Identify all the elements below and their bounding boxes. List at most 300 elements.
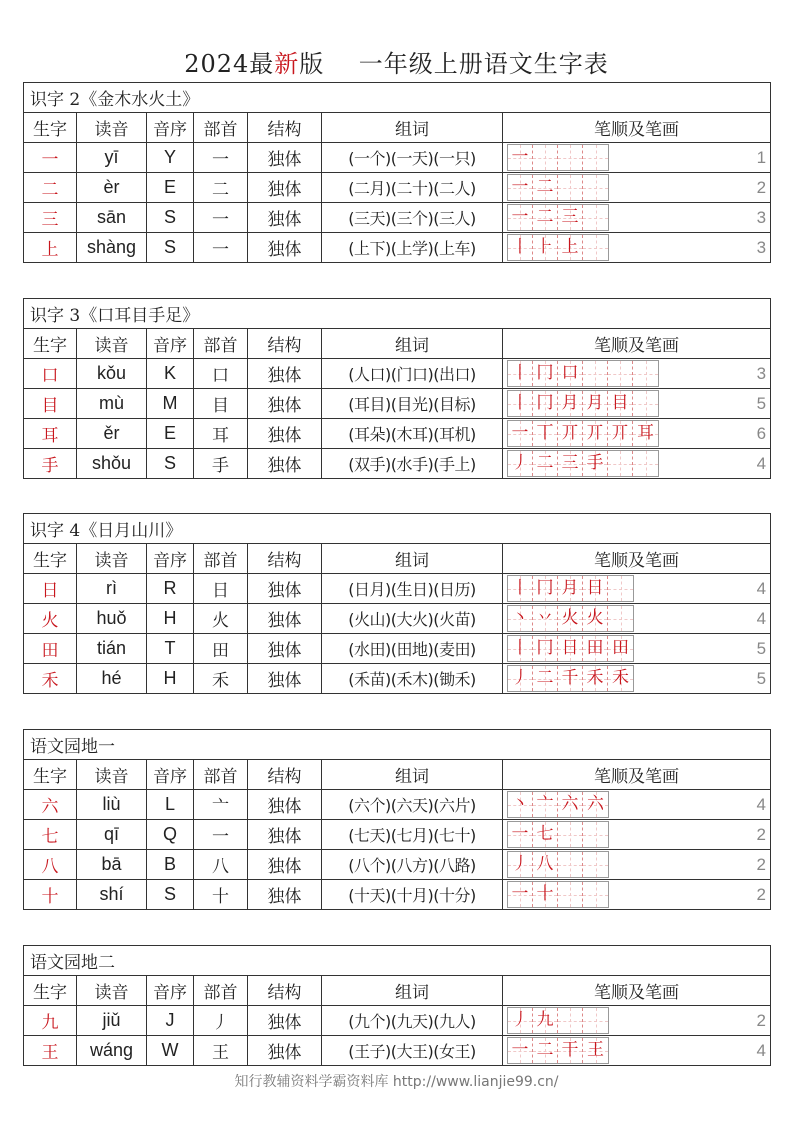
stroke-glyph: 亠 (536, 794, 554, 814)
structure-cell: 独体 (248, 143, 322, 173)
stroke-glyph: 六 (587, 794, 604, 814)
words-cell: (七天)(七月)(七十) (322, 820, 503, 850)
stroke-box (558, 822, 583, 847)
stroke-box (558, 852, 583, 877)
section-title: 识字 4《日月山川》 (24, 514, 771, 544)
column-header: 结构 (248, 113, 322, 143)
character-cell: 九 (24, 1006, 77, 1036)
radical-cell: 禾 (194, 664, 248, 694)
column-header: 结构 (248, 544, 322, 574)
character-cell: 三 (24, 203, 77, 233)
stroke-glyph: 手 (586, 453, 604, 473)
initial-cell: J (147, 1006, 194, 1036)
structure-cell: 独体 (248, 359, 322, 389)
section-title: 语文园地二 (24, 946, 771, 976)
structure-cell: 独体 (248, 790, 322, 820)
table-row (24, 1006, 771, 1036)
radical-cell: 一 (194, 233, 248, 263)
stroke-box (508, 822, 533, 847)
stroke-count: 3 (756, 237, 767, 257)
stroke-grid (507, 420, 659, 447)
pinyin-cell: huǒ (77, 604, 147, 634)
stroke-box (533, 576, 558, 601)
pinyin-cell: èr (77, 173, 147, 203)
stroke-box (583, 175, 608, 200)
pinyin-cell: jiǔ (77, 1006, 147, 1036)
stroke-box (508, 1008, 533, 1033)
initial-cell: L (147, 790, 194, 820)
stroke-box (608, 421, 633, 446)
stroke-glyph: 一 (511, 884, 529, 904)
pinyin-cell: qī (77, 820, 147, 850)
initial-cell: M (147, 389, 194, 419)
stroke-grid (507, 821, 609, 848)
stroke-order-cell (503, 1036, 771, 1066)
words-cell: (上下)(上学)(上车) (322, 233, 503, 263)
stroke-glyph: 王 (587, 1040, 604, 1060)
words-cell: (八个)(八方)(八路) (322, 850, 503, 880)
column-header: 部首 (194, 976, 248, 1006)
stroke-box (508, 666, 533, 691)
stroke-count: 2 (756, 1010, 767, 1030)
initial-cell: S (147, 449, 194, 479)
words-cell: (三天)(三个)(三人) (322, 203, 503, 233)
radical-cell: 八 (194, 850, 248, 880)
column-header: 读音 (77, 113, 147, 143)
initial-cell: E (147, 419, 194, 449)
stroke-order-cell (503, 1006, 771, 1036)
stroke-box (533, 636, 558, 661)
stroke-box (558, 145, 583, 170)
stroke-count: 1 (756, 147, 767, 167)
stroke-box (533, 882, 558, 907)
table-row (24, 850, 771, 880)
stroke-glyph: 日 (586, 578, 604, 598)
character-cell: 上 (24, 233, 77, 263)
stroke-grid (507, 234, 609, 261)
table-row (24, 664, 771, 694)
pinyin-cell: tián (77, 634, 147, 664)
stroke-box (608, 451, 633, 476)
stroke-glyph: 十 (536, 884, 554, 904)
stroke-order-cell (503, 850, 771, 880)
stroke-box (608, 576, 633, 601)
structure-cell: 独体 (248, 1006, 322, 1036)
header-row (24, 976, 771, 1006)
stroke-glyph: 口 (561, 363, 579, 383)
radical-cell: 火 (194, 604, 248, 634)
section-title: 识字 2《金木水火土》 (24, 83, 771, 113)
stroke-glyph: 二 (536, 207, 554, 227)
title-highlight: 新 (274, 50, 300, 78)
section-title: 识字 3《口耳目手足》 (24, 299, 771, 329)
stroke-box (583, 882, 608, 907)
stroke-glyph: 丌 (586, 423, 604, 443)
stroke-box (608, 361, 633, 386)
stroke-count: 3 (756, 207, 767, 227)
radical-cell: 手 (194, 449, 248, 479)
words-cell: (王子)(大王)(女王) (322, 1036, 503, 1066)
stroke-box (558, 451, 583, 476)
column-header: 生字 (24, 329, 77, 359)
stroke-box (583, 576, 608, 601)
stroke-box (583, 792, 608, 817)
stroke-box (633, 421, 658, 446)
stroke-box (558, 361, 583, 386)
stroke-box (558, 792, 583, 817)
stroke-glyph: 丨 (511, 638, 529, 658)
pinyin-cell: kǒu (77, 359, 147, 389)
words-cell: (禾苗)(禾木)(锄禾) (322, 664, 503, 694)
stroke-order-cell (503, 604, 771, 634)
radical-cell: 耳 (194, 419, 248, 449)
stroke-glyph: 月 (561, 578, 579, 598)
stroke-grid (507, 390, 659, 417)
stroke-box (633, 391, 658, 416)
stroke-glyph: 丨 (511, 578, 529, 598)
stroke-glyph: 一 (511, 423, 529, 443)
stroke-order-cell (503, 203, 771, 233)
column-header: 部首 (194, 329, 248, 359)
stroke-box (533, 175, 558, 200)
structure-cell: 独体 (248, 233, 322, 263)
pinyin-cell: wáng (77, 1036, 147, 1066)
structure-cell: 独体 (248, 449, 322, 479)
radical-cell: 目 (194, 389, 248, 419)
column-header: 笔顺及笔画 (503, 760, 771, 790)
section-table (23, 729, 771, 910)
character-cell: 十 (24, 880, 77, 910)
stroke-glyph: 火 (586, 608, 604, 628)
stroke-box (583, 822, 608, 847)
column-header: 笔顺及笔画 (503, 329, 771, 359)
title-part: 2024最 (184, 50, 275, 78)
words-cell: (六个)(六天)(六片) (322, 790, 503, 820)
stroke-glyph: 千 (561, 668, 579, 688)
stroke-glyph: 丌 (561, 423, 579, 443)
stroke-box (508, 852, 533, 877)
stroke-glyph: 六 (561, 794, 579, 814)
pinyin-cell: yī (77, 143, 147, 173)
stroke-grid (507, 881, 609, 908)
stroke-box (608, 636, 633, 661)
stroke-box (558, 391, 583, 416)
stroke-box (558, 421, 583, 446)
pinyin-cell: liù (77, 790, 147, 820)
stroke-order-cell (503, 173, 771, 203)
table-row (24, 604, 771, 634)
stroke-order-cell (503, 820, 771, 850)
stroke-glyph: 丌 (611, 423, 629, 443)
section-table (23, 945, 771, 1066)
stroke-grid (507, 144, 609, 171)
column-header: 笔顺及笔画 (503, 544, 771, 574)
stroke-count: 2 (756, 177, 767, 197)
words-cell: (火山)(大火)(火苗) (322, 604, 503, 634)
pinyin-cell: sān (77, 203, 147, 233)
initial-cell: R (147, 574, 194, 604)
words-cell: (一个)(一天)(一只) (322, 143, 503, 173)
character-cell: 八 (24, 850, 77, 880)
stroke-box (533, 852, 558, 877)
footer-watermark: 知行教辅资料学霸资料库 http://www.lianjie99.cn/ (234, 1074, 559, 1090)
stroke-box (633, 451, 658, 476)
structure-cell: 独体 (248, 850, 322, 880)
stroke-glyph: 丿 (511, 668, 529, 688)
column-header: 生字 (24, 544, 77, 574)
stroke-box (558, 576, 583, 601)
stroke-order-cell (503, 359, 771, 389)
character-cell: 手 (24, 449, 77, 479)
column-header: 结构 (248, 329, 322, 359)
stroke-glyph: 火 (561, 608, 579, 628)
pinyin-cell: rì (77, 574, 147, 604)
radical-cell: 二 (194, 173, 248, 203)
stroke-box (508, 391, 533, 416)
stroke-box (558, 636, 583, 661)
stroke-order-cell (503, 634, 771, 664)
stroke-glyph: 冂 (536, 363, 554, 383)
structure-cell: 独体 (248, 173, 322, 203)
words-cell: (耳目)(目光)(目标) (322, 389, 503, 419)
stroke-box (608, 666, 633, 691)
stroke-count: 3 (756, 363, 767, 383)
table-row (24, 820, 771, 850)
stroke-count: 4 (756, 453, 767, 473)
table-row (24, 449, 771, 479)
structure-cell: 独体 (248, 880, 322, 910)
stroke-box (583, 1008, 608, 1033)
stroke-box (558, 666, 583, 691)
character-cell: 禾 (24, 664, 77, 694)
stroke-glyph: 二 (536, 668, 554, 688)
radical-cell: 一 (194, 820, 248, 850)
column-header: 部首 (194, 113, 248, 143)
radical-cell: 十 (194, 880, 248, 910)
stroke-box (558, 882, 583, 907)
stroke-glyph: 丶 (511, 608, 529, 628)
stroke-glyph: 禾 (612, 668, 629, 688)
stroke-glyph: 七 (536, 824, 554, 844)
words-cell: (九个)(九天)(九人) (322, 1006, 503, 1036)
pinyin-cell: shí (77, 880, 147, 910)
stroke-glyph: 日 (561, 638, 579, 658)
stroke-grid (507, 635, 634, 662)
column-header: 组词 (322, 544, 503, 574)
stroke-order-cell (503, 419, 771, 449)
table-row (24, 880, 771, 910)
stroke-box (558, 175, 583, 200)
character-cell: 火 (24, 604, 77, 634)
column-header: 音序 (147, 760, 194, 790)
pinyin-cell: mù (77, 389, 147, 419)
character-cell: 日 (24, 574, 77, 604)
stroke-glyph: 三 (561, 453, 579, 473)
stroke-order-cell (503, 389, 771, 419)
stroke-box (508, 882, 533, 907)
stroke-grid (507, 204, 609, 231)
section-table (23, 82, 771, 263)
stroke-glyph: 二 (536, 453, 554, 473)
character-cell: 目 (24, 389, 77, 419)
header-row (24, 113, 771, 143)
stroke-box (558, 1008, 583, 1033)
header-row (24, 544, 771, 574)
section-title: 语文园地一 (24, 730, 771, 760)
stroke-count: 5 (756, 668, 767, 688)
stroke-order-cell (503, 449, 771, 479)
stroke-box (583, 451, 608, 476)
column-header: 读音 (77, 329, 147, 359)
table-row (24, 143, 771, 173)
stroke-glyph: 田 (612, 638, 629, 658)
pinyin-cell: shàng (77, 233, 147, 263)
stroke-box (558, 606, 583, 631)
initial-cell: K (147, 359, 194, 389)
column-header: 组词 (322, 113, 503, 143)
initial-cell: E (147, 173, 194, 203)
table-row (24, 359, 771, 389)
table-row (24, 233, 771, 263)
initial-cell: S (147, 880, 194, 910)
radical-cell: 亠 (194, 790, 248, 820)
stroke-glyph: 丶 (511, 794, 529, 814)
column-header: 读音 (77, 544, 147, 574)
stroke-glyph: 二 (536, 177, 554, 197)
stroke-box (533, 145, 558, 170)
table-row (24, 1036, 771, 1066)
pinyin-cell: shǒu (77, 449, 147, 479)
column-header: 读音 (77, 760, 147, 790)
stroke-box (608, 606, 633, 631)
column-header: 音序 (147, 329, 194, 359)
stroke-glyph: 目 (611, 393, 629, 413)
words-cell: (十天)(十月)(十分) (322, 880, 503, 910)
title-part: 版 一年级上册语文生字表 (299, 50, 609, 78)
stroke-grid (507, 665, 634, 692)
radical-cell: 丿 (194, 1006, 248, 1036)
initial-cell: T (147, 634, 194, 664)
structure-cell: 独体 (248, 664, 322, 694)
structure-cell: 独体 (248, 604, 322, 634)
character-cell: 七 (24, 820, 77, 850)
radical-cell: 日 (194, 574, 248, 604)
stroke-count: 6 (756, 423, 767, 443)
stroke-box (608, 391, 633, 416)
table-row (24, 419, 771, 449)
stroke-box (508, 792, 533, 817)
initial-cell: W (147, 1036, 194, 1066)
stroke-glyph: 冂 (536, 578, 554, 598)
initial-cell: S (147, 233, 194, 263)
stroke-box (533, 205, 558, 230)
stroke-count: 4 (756, 1040, 767, 1060)
stroke-grid (507, 450, 659, 477)
stroke-box (583, 145, 608, 170)
stroke-glyph: 丿 (511, 1010, 529, 1030)
stroke-grid (507, 174, 609, 201)
stroke-box (508, 145, 533, 170)
column-header: 组词 (322, 976, 503, 1006)
header-row (24, 329, 771, 359)
character-cell: 王 (24, 1036, 77, 1066)
stroke-glyph: 三 (561, 207, 579, 227)
stroke-glyph: 二 (536, 1040, 554, 1060)
stroke-box (508, 235, 533, 260)
stroke-box (583, 361, 608, 386)
column-header: 音序 (147, 544, 194, 574)
stroke-order-cell (503, 574, 771, 604)
column-header: 生字 (24, 976, 77, 1006)
stroke-box (508, 175, 533, 200)
words-cell: (双手)(水手)(手上) (322, 449, 503, 479)
words-cell: (耳朵)(木耳)(耳机) (322, 419, 503, 449)
stroke-box (508, 1038, 533, 1063)
stroke-box (533, 792, 558, 817)
column-header: 生字 (24, 113, 77, 143)
stroke-box (583, 636, 608, 661)
stroke-count: 2 (756, 824, 767, 844)
stroke-grid (507, 360, 659, 387)
table-row (24, 389, 771, 419)
stroke-count: 2 (756, 884, 767, 904)
pinyin-cell: ěr (77, 419, 147, 449)
words-cell: (日月)(生日)(日历) (322, 574, 503, 604)
stroke-glyph: 丨 (511, 237, 529, 257)
radical-cell: 口 (194, 359, 248, 389)
column-header: 部首 (194, 760, 248, 790)
table-row (24, 634, 771, 664)
stroke-box (508, 421, 533, 446)
stroke-glyph: 丿 (511, 854, 529, 874)
stroke-order-cell (503, 233, 771, 263)
column-header: 结构 (248, 760, 322, 790)
stroke-glyph: 一 (511, 824, 529, 844)
column-header: 笔顺及笔画 (503, 113, 771, 143)
stroke-glyph: 一 (511, 177, 529, 197)
stroke-box (533, 451, 558, 476)
stroke-box (508, 636, 533, 661)
table-row (24, 173, 771, 203)
stroke-order-cell (503, 880, 771, 910)
column-header: 结构 (248, 976, 322, 1006)
stroke-count: 4 (756, 608, 767, 628)
stroke-box (533, 1038, 558, 1063)
pinyin-cell: hé (77, 664, 147, 694)
initial-cell: Q (147, 820, 194, 850)
character-cell: 一 (24, 143, 77, 173)
stroke-grid (507, 1007, 609, 1034)
stroke-glyph: 月 (586, 393, 604, 413)
radical-cell: 一 (194, 143, 248, 173)
stroke-glyph: 上 (561, 237, 579, 257)
stroke-box (583, 606, 608, 631)
stroke-glyph: 禾 (586, 668, 604, 688)
stroke-glyph: 一 (511, 147, 529, 167)
stroke-glyph: 田 (586, 638, 604, 658)
initial-cell: S (147, 203, 194, 233)
stroke-box (583, 852, 608, 877)
stroke-box (533, 822, 558, 847)
stroke-glyph: 一 (511, 207, 529, 227)
section-table (23, 513, 771, 694)
radical-cell: 田 (194, 634, 248, 664)
stroke-grid (507, 851, 609, 878)
stroke-box (533, 361, 558, 386)
stroke-box (533, 391, 558, 416)
words-cell: (二月)(二十)(二人) (322, 173, 503, 203)
table-row (24, 790, 771, 820)
